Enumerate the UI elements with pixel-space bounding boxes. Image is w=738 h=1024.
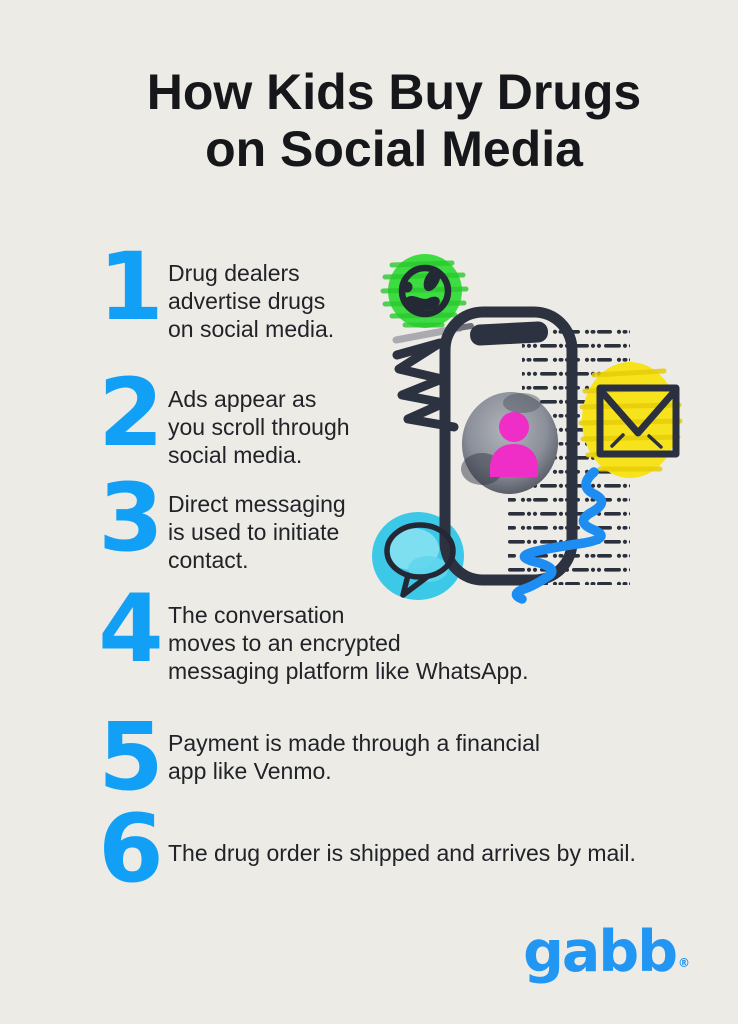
envelope-icon bbox=[581, 362, 680, 478]
step-5-number: 5 bbox=[98, 703, 164, 812]
step-6-text: The drug order is shipped and arrives by mail. bbox=[168, 840, 636, 866]
step-5 bbox=[98, 703, 541, 812]
pencil-scribble bbox=[396, 326, 471, 340]
title-line-1: How Kids Buy Drugs bbox=[146, 64, 642, 120]
step-4 bbox=[98, 575, 529, 685]
step-5-text: Payment is made through a financial app like Venmo. bbox=[168, 730, 541, 784]
step-4-text: The conversation moves to an encrypted messaging platform like WhatsApp. bbox=[168, 602, 529, 684]
registered-trademark-icon: ® bbox=[678, 956, 690, 970]
step-2-text: Ads appear as you scroll through social media. bbox=[168, 386, 350, 468]
play-media-icon bbox=[383, 254, 466, 328]
step-2-number: 2 bbox=[98, 359, 164, 468]
step-1 bbox=[98, 233, 335, 343]
step-6-number: 6 bbox=[98, 795, 164, 904]
gabb-logo bbox=[523, 919, 690, 997]
step-2 bbox=[98, 359, 350, 469]
step-3-text: Direct messaging is used to initiate contact. bbox=[168, 491, 346, 573]
step-3 bbox=[98, 464, 346, 574]
title-line-2: on Social Media bbox=[205, 121, 583, 177]
step-4-number: 4 bbox=[98, 575, 164, 684]
gabb-logo-text: gabb bbox=[523, 919, 676, 985]
step-3-number: 3 bbox=[98, 464, 164, 573]
phone-illustration bbox=[372, 243, 688, 615]
step-1-text: Drug dealers advertise drugs on social media. bbox=[168, 260, 335, 342]
step-6 bbox=[98, 795, 636, 904]
page-title bbox=[50, 64, 738, 178]
step-1-number: 1 bbox=[98, 233, 164, 342]
